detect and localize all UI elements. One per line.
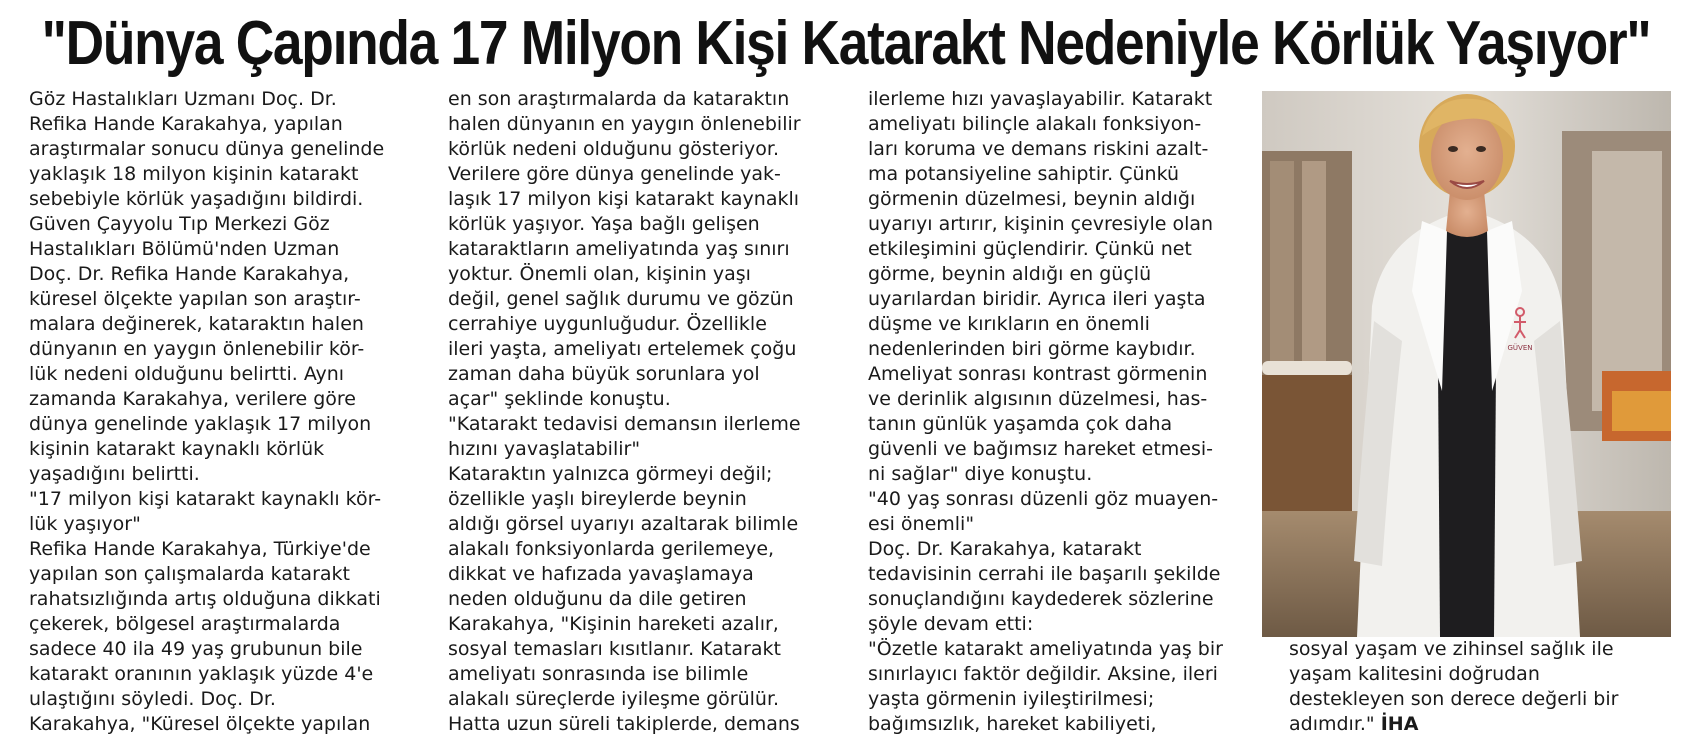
line-2-23: sosyal temasları kısıtlanır. Katarakt [448, 638, 781, 660]
line-2-15: hızını yavaşlatabilir" [448, 438, 641, 460]
line-1-21: rahatsızlığında artış olduğuna dikkati [29, 588, 381, 610]
coat-logo-text: GÜVEN [1507, 344, 1533, 352]
line-1-5: sebebiyle körlük yaşadığını bildirdi. [29, 188, 364, 210]
doctor-photo [1262, 91, 1671, 637]
line-4-2: yaşam kalitesini doğrudan [1289, 663, 1540, 685]
line-3-19: Doç. Dr. Karakahya, katarakt [868, 538, 1142, 560]
line-1-24: katarakt oranının yaklaşık yüzde 4'e [29, 663, 374, 685]
line-3-8: görme, beynin aldığı en güçlü [868, 263, 1152, 285]
line-1-1: Göz Hastalıkları Uzmanı Doç. Dr. [29, 88, 337, 110]
line-3-1: ilerleme hızı yavaşlayabilir. Katarakt [868, 88, 1213, 110]
line-2-20: dikkat ve hafızada yavaşlamaya [448, 563, 754, 585]
line-2-26: Hatta uzun süreli takiplerde, demans [448, 713, 800, 735]
line-2-21: neden olduğunu da dile getiren [448, 588, 747, 610]
line-3-5: görmenin düzelmesi, beynin aldığı [868, 188, 1196, 210]
article-column-4 [1289, 637, 1669, 737]
line-2-12: zaman daha büyük sorunlara yol [448, 363, 760, 385]
line-1-25: ulaştığını söyledi. Doç. Dr. [29, 688, 276, 710]
line-3-22: şöyle devam etti: [868, 613, 1034, 635]
line-3-13: ve derinlik algısının düzelmesi, has- [868, 388, 1208, 410]
line-1-11: dünyanın en yaygın önlenebilir kör- [29, 338, 365, 360]
line-1-3: araştırmalar sonucu dünya genelinde [29, 138, 385, 160]
line-2-22: Karakahya, "Kişinin hareketi azalır, [448, 613, 779, 635]
line-2-16: Kataraktın yalnızca görmeyi değil; [448, 463, 773, 485]
line-1-9: küresel ölçekte yapılan son araştır- [29, 288, 361, 310]
line-1-19: Refika Hande Karakahya, Türkiye'de [29, 538, 371, 560]
line-1-10: malara değinerek, kataraktın halen [29, 313, 364, 335]
line-1-2: Refika Hande Karakahya, yapılan [29, 113, 343, 135]
line-4-4 [1289, 712, 1669, 737]
line-1-8: Doç. Dr. Refika Hande Karakahya, [29, 263, 350, 285]
line-2-6: körlük yaşıyor. Yaşa bağlı gelişen [448, 213, 760, 235]
line-2-19: alakalı fonksiyonlarda gerilemeye, [448, 538, 775, 560]
line-1-26: Karakahya, "Küresel ölçekte yapılan [29, 713, 371, 735]
agency-credit: İHA [1380, 713, 1419, 735]
closing-text: adımdır." [1289, 713, 1381, 735]
line-1-16: yaşadığını belirtti. [29, 463, 200, 485]
line-1-7: Hastalıkları Bölümü'nden Uzman [29, 238, 340, 260]
line-3-4: ma potansiyeline sahiptir. Çünkü [868, 163, 1180, 185]
line-1-22: çekerek, bölgesel araştırmalarda [29, 613, 341, 635]
line-2-13: açar" şeklinde konuştu. [448, 388, 671, 410]
line-3-9: uyarılardan biridir. Ayrıca ileri yaşta [868, 288, 1206, 310]
line-2-2: halen dünyanın en yaygın önlenebilir [448, 113, 801, 135]
line-2-14: "Katarakt tedavisi demansın ilerleme [448, 413, 801, 435]
line-3-7: etkileşimini güçlendirir. Çünkü net [868, 238, 1192, 260]
line-1-17: "17 milyon kişi katarakt kaynaklı kör- [29, 488, 382, 510]
line-2-9: değil, genel sağlık durumu ve gözün [448, 288, 794, 310]
line-4-3: destekleyen son derece değerli bir [1289, 688, 1619, 710]
line-3-23: "Özetle katarakt ameliyatında yaş bir [868, 638, 1223, 660]
line-1-6: Güven Çayyolu Tıp Merkezi Göz [29, 213, 330, 235]
line-3-3: ları koruma ve demans riskini azalt- [868, 138, 1209, 160]
article-column-3 [868, 87, 1268, 737]
line-3-24: sınırlayıcı faktör değildir. Aksine, ileri [868, 663, 1218, 685]
line-3-12: Ameliyat sonrası kontrast görmenin [868, 363, 1208, 385]
article-column-2 [448, 87, 848, 737]
line-3-18: esi önemli" [868, 513, 975, 535]
line-2-8: yoktur. Önemli olan, kişinin yaşı [448, 263, 751, 285]
line-2-3: körlük nedeni olduğunu gösteriyor. [448, 138, 779, 160]
line-3-21: sonuçlandığını kaydederek sözlerine [868, 588, 1214, 610]
line-3-26: bağımsızlık, hareket kabiliyeti, [868, 713, 1157, 735]
line-1-4: yaklaşık 18 milyon kişinin katarakt [29, 163, 359, 185]
line-1-12: lük nedeni olduğunu belirtti. Aynı [29, 363, 345, 385]
line-1-18: lük yaşıyor" [29, 513, 141, 535]
line-2-4: Verilere göre dünya genelinde yak- [448, 163, 781, 185]
headline: "Dünya Çapında 17 Milyon Kişi Katarakt Nedeniyle Körlük Yaşıyor" [41, 8, 1651, 78]
line-3-10: düşme ve kırıkların en önemli [868, 313, 1150, 335]
line-2-10: cerrahiye uygunluğudur. Özellikle [448, 313, 767, 335]
line-2-24: ameliyatı sonrasında ise bilimle [448, 663, 749, 685]
line-3-25: yaşta görmenin iyileştirilmesi; [868, 688, 1155, 710]
line-1-23: sadece 40 ila 49 yaş grubunun bile [29, 638, 363, 660]
article-column-1 [29, 87, 429, 737]
line-1-14: dünya genelinde yaklaşık 17 milyon [29, 413, 372, 435]
line-3-16: ni sağlar" diye konuştu. [868, 463, 1093, 485]
line-3-14: tanın günlük yaşamda çok daha [868, 413, 1173, 435]
line-2-18: aldığı görsel uyarıyı azaltarak bilimle [448, 513, 799, 535]
line-3-17: "40 yaş sonrası düzenli göz muayen- [868, 488, 1219, 510]
line-3-15: güvenli ve bağımsız hareket etmesi- [868, 438, 1214, 460]
line-4-1: sosyal yaşam ve zihinsel sağlık ile [1289, 638, 1614, 660]
line-3-2: ameliyatı bilinçle alakalı fonksiyon- [868, 113, 1202, 135]
line-2-11: ileri yaşta, ameliyatı ertelemek çoğu [448, 338, 797, 360]
line-1-20: yapılan son çalışmalarda katarakt [29, 563, 350, 585]
line-3-20: tedavisinin cerrahi ile başarılı şekilde [868, 563, 1221, 585]
line-3-6: uyarıyı artırır, kişinin çevresiyle olan [868, 213, 1214, 235]
line-3-11: nedenlerinden biri görme kaybıdır. [868, 338, 1196, 360]
line-1-15: kişinin katarakt kaynaklı körlük [29, 438, 325, 460]
line-2-25: alakalı süreçlerde iyileşme görülür. [448, 688, 780, 710]
line-2-7: kataraktların ameliyatında yaş sınırı [448, 238, 790, 260]
line-2-17: özellikle yaşlı bireylerde beynin [448, 488, 747, 510]
line-1-13: zamanda Karakahya, verilere göre [29, 388, 356, 410]
line-2-5: laşık 17 milyon kişi katarakt kaynaklı [448, 188, 800, 210]
line-2-1: en son araştırmalarda da kataraktın [448, 88, 790, 110]
